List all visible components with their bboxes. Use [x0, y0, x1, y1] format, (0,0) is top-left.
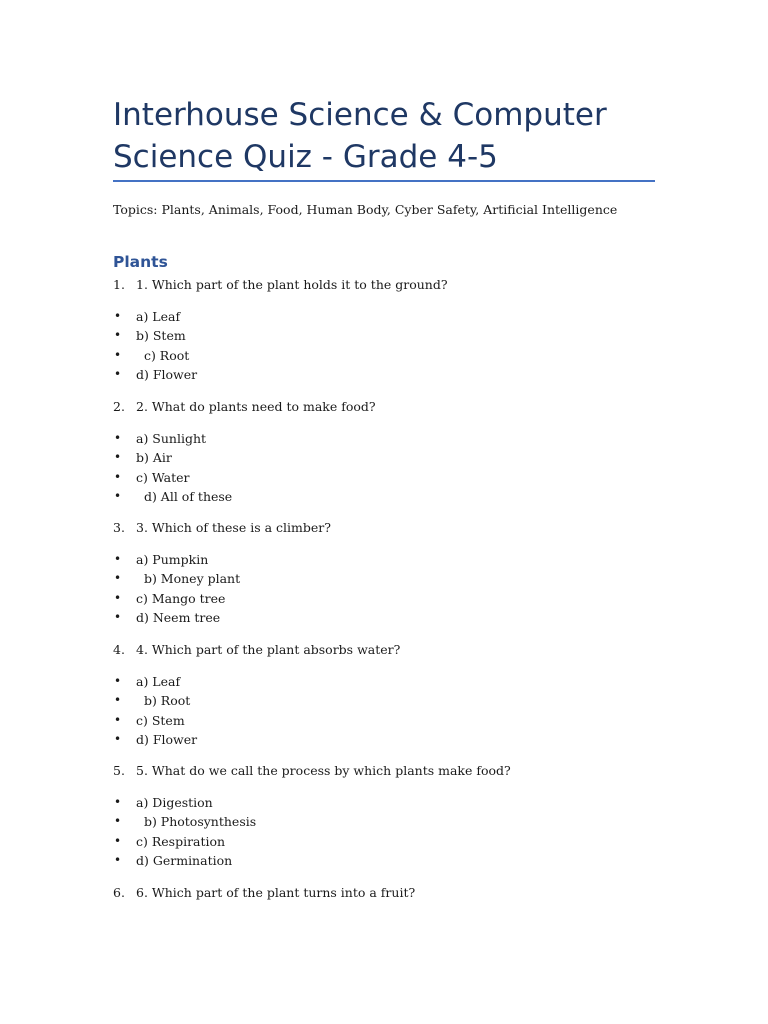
option-text: b) Air [136, 450, 172, 466]
question-6 [113, 884, 415, 902]
bullet-icon: • [114, 833, 122, 848]
option-text: b) Photosynthesis [136, 814, 257, 830]
bullet-icon: • [114, 731, 122, 746]
question-2 [113, 398, 376, 416]
question-5 [113, 762, 511, 780]
question-number: 5. [113, 763, 125, 778]
option-text: d) Flower [136, 731, 198, 747]
title-underline [113, 180, 655, 182]
question-text: 3. Which of these is a climber? [136, 520, 331, 535]
question-3 [113, 519, 331, 537]
bullet-icon: • [114, 571, 122, 586]
option-text: a) Leaf [136, 309, 181, 324]
bullet-icon: • [114, 488, 122, 503]
option-text: c) Respiration [136, 833, 226, 849]
topics-line: Topics: Plants, Animals, Food, Human Body, Cyber Safety, Artificial Intelligence [113, 202, 618, 217]
bullet-icon: • [114, 852, 122, 867]
bullet-icon: • [114, 431, 122, 445]
bullet-icon: • [114, 328, 122, 343]
question-number: 6. [113, 885, 125, 900]
bullet-icon: • [114, 712, 122, 727]
question-text: 2. What do plants need to make food? [136, 399, 376, 414]
bullet-icon: • [114, 450, 122, 465]
question-text: 1. Which part of the plant holds it to the ground? [136, 277, 448, 292]
option-text: b) Stem [136, 328, 186, 344]
bullet-icon: • [114, 590, 122, 605]
question-1 [113, 276, 448, 294]
option-text: b) Root [136, 693, 191, 709]
option-text: c) Mango tree [136, 590, 226, 606]
question-number: 2. [113, 399, 125, 414]
document-title: Interhouse Science & Computer Science Quiz - Grade 4-5 [113, 97, 607, 175]
option-text: c) Water [136, 469, 190, 485]
bullet-icon: • [114, 469, 122, 484]
option-text: d) Neem tree [136, 609, 221, 625]
option-text: a) Pumpkin [136, 552, 209, 567]
option-text: c) Root [136, 347, 190, 363]
option-text: d) Germination [136, 852, 233, 868]
option-text: c) Stem [136, 712, 185, 728]
question-number: 3. [113, 520, 125, 535]
question-number: 1. [113, 277, 125, 292]
bullet-icon: • [114, 309, 122, 323]
question-text: 4. Which part of the plant absorbs water? [136, 642, 401, 657]
bullet-icon: • [114, 609, 122, 624]
option-text: a) Digestion [136, 795, 213, 810]
question-text: 6. Which part of the plant turns into a fruit? [136, 885, 416, 900]
option-text: d) Flower [136, 366, 198, 382]
option-text: a) Leaf [136, 674, 181, 689]
option-text: a) Sunlight [136, 431, 207, 446]
section-heading-plants: Plants [113, 253, 168, 271]
bullet-icon: • [114, 552, 122, 566]
option-text: b) Money plant [136, 571, 241, 587]
bullet-icon: • [114, 814, 122, 829]
bullet-icon: • [114, 366, 122, 381]
option-text: d) All of these [136, 488, 233, 504]
bullet-icon: • [114, 693, 122, 708]
bullet-icon: • [114, 795, 122, 809]
question-text: 5. What do we call the process by which plants make food? [136, 763, 511, 778]
question-4 [113, 641, 400, 659]
question-number: 4. [113, 642, 125, 657]
bullet-icon: • [114, 347, 122, 362]
bullet-icon: • [114, 674, 122, 688]
